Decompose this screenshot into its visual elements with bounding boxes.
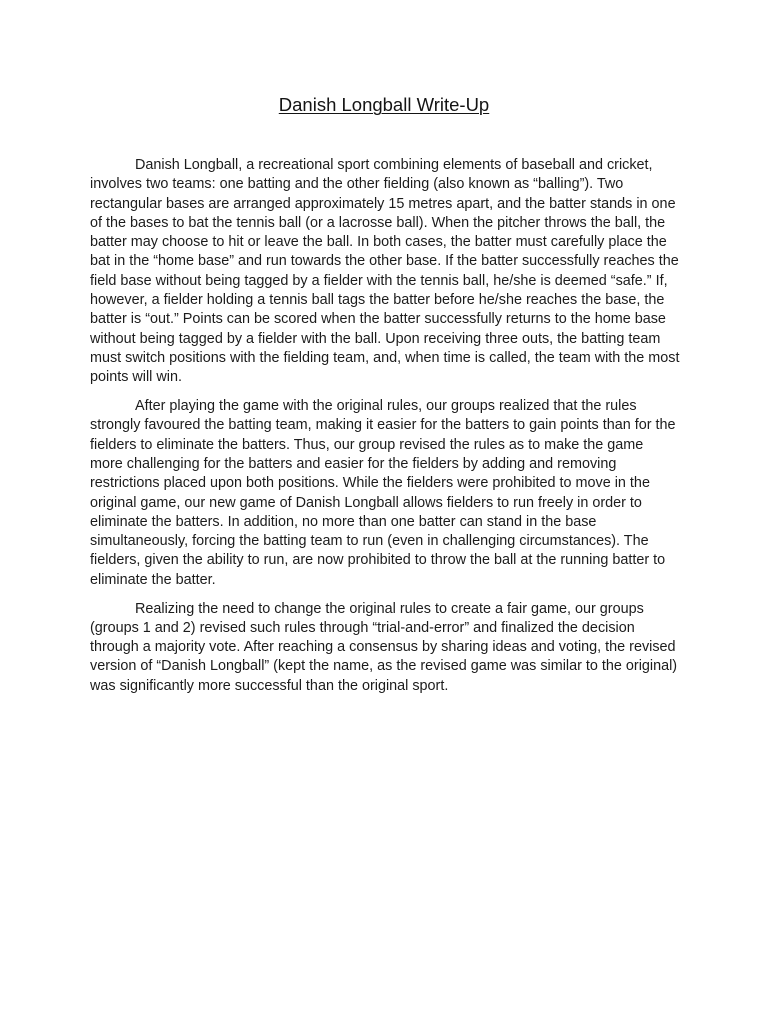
- document-title: Danish Longball Write-Up: [278, 94, 490, 115]
- paragraph-rules-overview: Danish Longball, a recreational sport combining elements of baseball and cricket, involves two teams: one batting and the other fielding (also known as “balling”). Two rectangular bases are arranged approximately 15 metres apart, and the batter stands in one of the bases to bat the tennis ball (or a lacrosse ball). When the pitcher throws the ball, the batter may choose to hit or leave the ball. In both cases, the batter must carefully place the bat in the “home base” and run towards the other base. If the batter successfully reaches the field base without being tagged by a fielder with the tennis ball, he/she is deemed “safe.” If, however, a fielder holding a tennis ball tags the batter before he/she reaches the base, the batter is “out.” Points can be scored when the batter successfully returns to the home base without being tagged by a fielder with the ball. Upon receiving three outs, the batting team must switch positions with the fielding team, and, when time is called, the team with the most points will win.: [90, 157, 680, 386]
- document-body: [90, 156, 680, 706]
- paragraph-rule-revisions: After playing the game with the original rules, our groups realized that the rules strongly favoured the batting team, making it easier for the batters to gain points than for the fielders to eliminate the batters. Thus, our group revised the rules as to make the game more challenging for the batters and easier for the fielders by adding and removing restrictions placed upon both positions. While the fielders were prohibited to move in the original game, our new game of Danish Longball allows fielders to run freely in order to eliminate the batters. In addition, no more than one batter can stand in the base simultaneously, forcing the batting team to run (even in challenging circumstances). The fielders, given the ability to run, are now prohibited to throw the ball at the running batter to eliminate the batter.: [90, 398, 676, 588]
- paragraph-conclusion: Realizing the need to change the original rules to create a fair game, our groups (groups 1 and 2) revised such rules through “trial-and-error” and finalized the decision through a majority vote. After reaching a consensus by sharing ideas and voting, the revised version of “Danish Longball” (kept the name, as the revised game was similar to the original) was significantly more successful than the original sport.: [90, 600, 678, 694]
